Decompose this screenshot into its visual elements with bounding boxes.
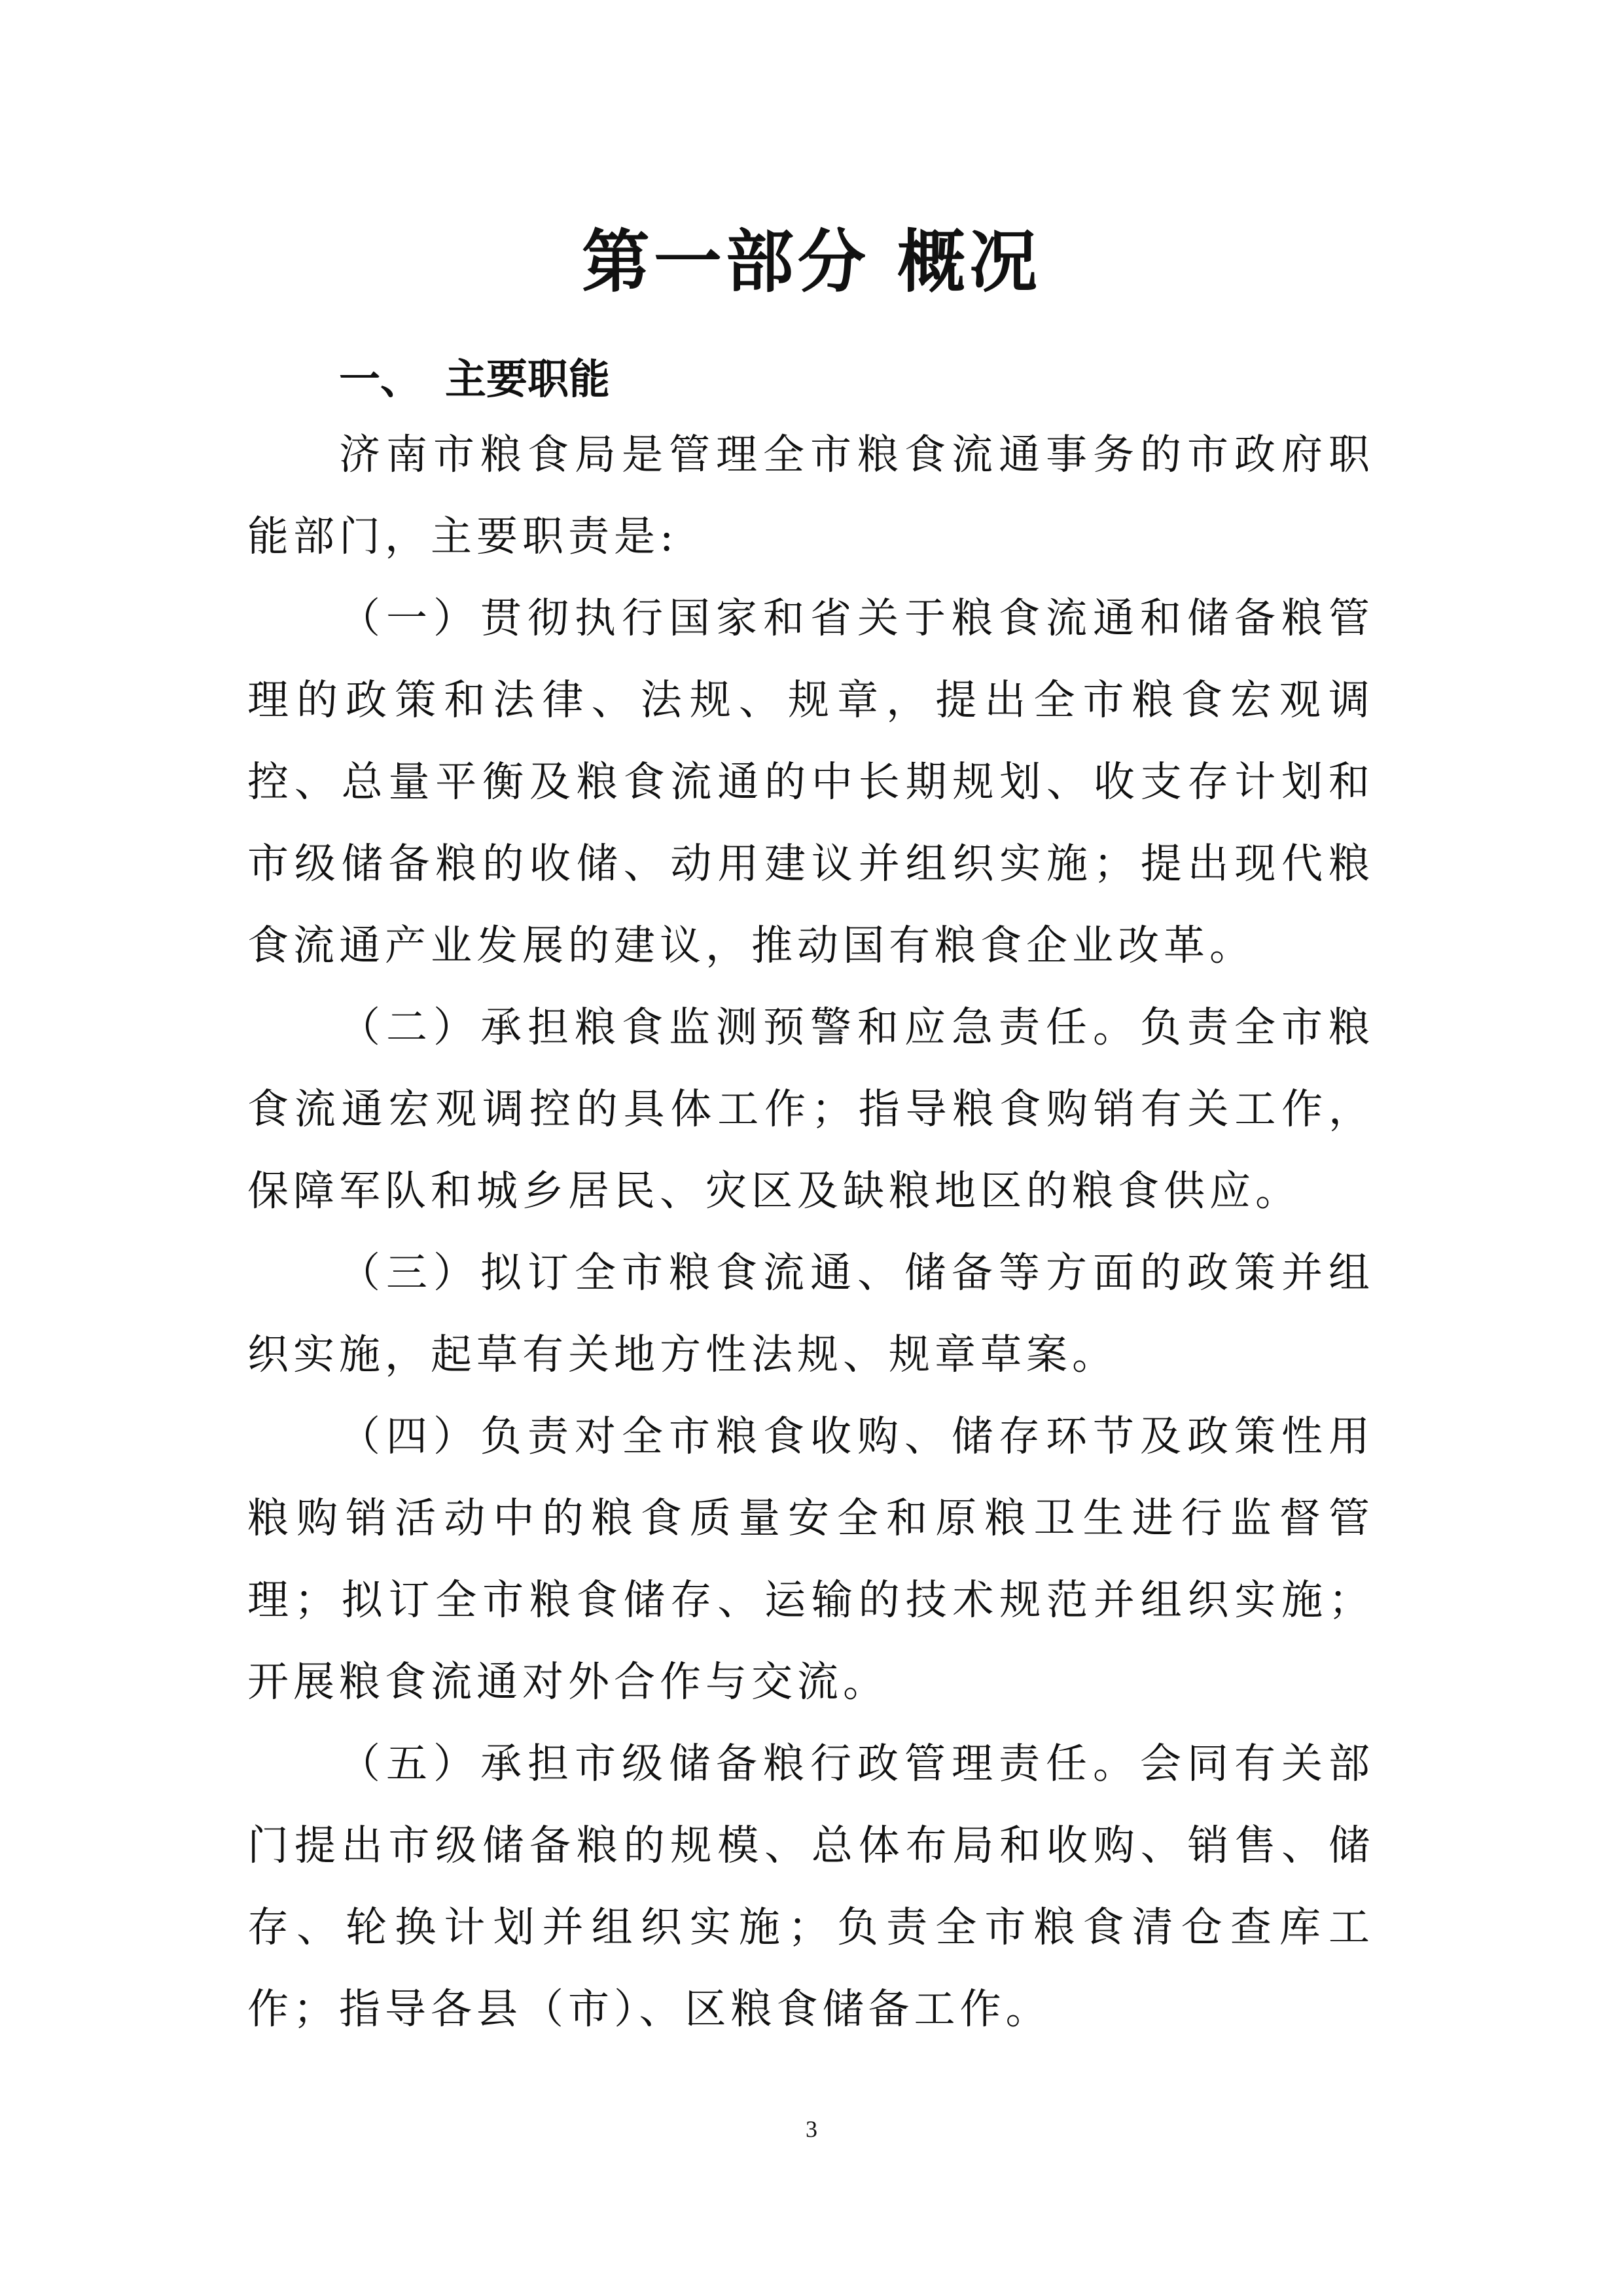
paragraph-item-1: （一）贯彻执行国家和省关于粮食流通和储备粮管理的政策和法律、法规、规章，提出全市粮食宏观调控、总量平衡及粮食流通的中长期规划、收支存计划和市级储备粮的收储、动用建议并组织实施；提出现代粮食流通产业发展的建议，推动国有粮食企业改革。 [247,594,1374,969]
section-heading-text: 主要职能 [445,355,610,403]
section-number: 一、 [339,355,421,403]
paragraph-item-5: （五）承担市级储备粮行政管理责任。会同有关部门提出市级储备粮的规模、总体布局和收购、销售、储存、轮换计划并组织实施；负责全市粮食清仓查库工作；指导各县（市）、区粮食储备工作。 [247,1740,1374,2033]
page-title: 第一部分 概况 [581,222,1042,302]
body-text [247,414,1374,2050]
paragraph-intro: 济南市粮食局是管理全市粮食流通事务的市政府职能部门，主要职责是: [247,431,1374,560]
paragraph-item-3: （三）拟订全市粮食流通、储备等方面的政策并组织实施，起草有关地方性法规、规章草案。 [247,1249,1374,1378]
section-heading [339,344,610,416]
paragraph-item-2: （二）承担粮食监测预警和应急责任。负责全市粮食流通宏观调控的具体工作；指导粮食购销有关工作，保障军队和城乡居民、灾区及缺粮地区的粮食供应。 [247,1003,1374,1215]
page-number: 3 [806,2116,817,2142]
paragraph-item-4: （四）负责对全市粮食收购、储存环节及政策性用粮购销活动中的粮食质量安全和原粮卫生进行监督管理；拟订全市粮食储存、运输的技术规范并组织实施；开展粮食流通对外合作与交流。 [247,1412,1374,1706]
